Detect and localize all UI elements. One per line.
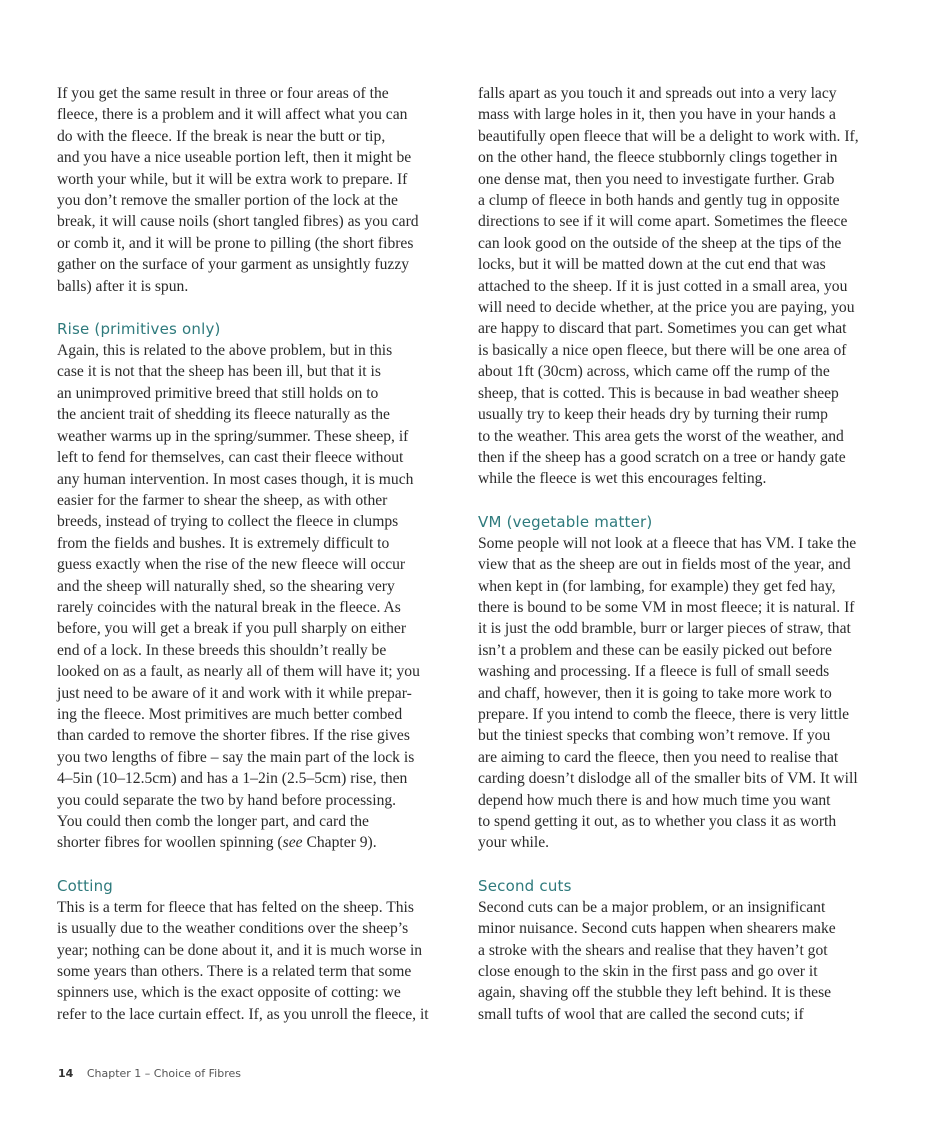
text-line: This is a term for fleece that has felted on the sheep. This (57, 898, 414, 916)
text-line: but the tiniest specks that combing won’t remove. If you (478, 727, 831, 745)
text-line: depend how much there is and how much time you want (478, 791, 831, 809)
text-line: will need to decide whether, at the price you are paying, you (478, 299, 855, 317)
text-line: view that as the sheep are out in fields most of the year, and (478, 556, 851, 574)
text-line: some years than others. There is a related term that some (57, 963, 412, 981)
text-line: Again, this is related to the above problem, but in this (57, 342, 393, 360)
running-footer-chapter-title: Chapter 1 – Choice of Fibres (86, 1067, 241, 1080)
cotting-continued-paragraph (478, 83, 890, 490)
text-line: attached to the sheep. If it is just cotted in a small area, you (478, 277, 848, 295)
text-line: year; nothing can be done about it, and it is much worse in (57, 941, 423, 959)
text-line: is basically a nice open fleece, but there will be one area of (478, 341, 847, 359)
text-line: locks, but it will be matted down at the cut end that was (478, 256, 826, 274)
text-line: then if the sheep has a good scratch on a tree or handy gate (478, 448, 846, 466)
text-line: refer to the lace curtain effect. If, as you unroll the fleece, it (57, 1005, 429, 1023)
text-line: one dense mat, then you need to investigate further. Grab (478, 170, 835, 188)
text-line: If you get the same result in three or four areas of the (57, 85, 389, 102)
section-heading-rise: Rise (primitives only) (57, 320, 221, 339)
text-line: just need to be aware of it and work with it while prepar- (57, 684, 412, 702)
text-line: beautifully open fleece that will be a delight to work with. If, (478, 127, 859, 145)
text-line: Some people will not look at a fleece that has VM. I take the (478, 534, 857, 552)
section-vm (478, 511, 890, 854)
text-line: you two lengths of fibre – say the main part of the lock is (57, 748, 415, 766)
text-line: a stroke with the shears and realise that they haven’t got (478, 941, 828, 959)
text-line: to the weather. This area gets the worst of the weather, and (478, 427, 844, 445)
section-heading-cotting: Cotting (57, 876, 114, 895)
text-line: close enough to the skin in the first pass and go over it (478, 963, 818, 981)
text-line: small tufts of wool that are called the second cuts; if (478, 1005, 804, 1023)
text-line: case it is not that the sheep has been ill, but that it is (57, 363, 381, 381)
left-column (57, 83, 467, 1025)
text-line: 4–5in (10–12.5cm) and has a 1–2in (2.5–5cm) rise, then (57, 770, 408, 788)
text-line: minor nuisance. Second cuts happen when shearers make (478, 920, 836, 938)
text-line: sheep, that is cotted. This is because in bad weather sheep (478, 384, 839, 402)
text-line: and the sheep will naturally shed, so the shearing very (57, 577, 395, 595)
text-line: from the fields and bushes. It is extremely difficult to (57, 534, 390, 552)
text-line: You could then comb the longer part, and card the (57, 813, 369, 830)
text-line: ing the fleece. Most primitives are much better combed (57, 705, 403, 723)
text-line: on the other hand, the fleece stubbornly clings together in (478, 149, 838, 167)
text-line: usually try to keep their heads dry by turning their rump (478, 406, 828, 424)
section-second-cuts (478, 875, 890, 1025)
cotting-paragraph (57, 897, 467, 1025)
text-line: than carded to remove the shorter fibres. If the rise gives (57, 727, 410, 745)
text-line: and you have a nice useable portion left, then it might be (57, 149, 412, 167)
text-line: and chaff, however, then it is going to take more work to (478, 684, 832, 702)
text-line: do with the fleece. If the break is near the butt or tip, (57, 127, 386, 145)
vm-paragraph (478, 533, 890, 854)
text-line: mass with large holes in it, then you have in your hands a (478, 106, 836, 124)
text-line: fleece, there is a problem and it will affect what you can (57, 106, 408, 124)
text-line: falls apart as you touch it and spreads out into a very lacy (478, 85, 837, 102)
text-line: spinners use, which is the exact opposite of cotting: we (57, 984, 401, 1002)
text-line: directions to see if it will come apart. Sometimes the fleece (478, 213, 848, 231)
intro-paragraph (57, 83, 467, 297)
text-line: it is just the odd bramble, burr or larger pieces of straw, that (478, 620, 851, 638)
text-line: when kept in (for lambing, for example) they get fed hay, (478, 577, 836, 595)
text-line: weather warms up in the spring/summer. These sheep, if (57, 427, 409, 445)
text-line: about 1ft (30cm) across, which came off the rump of the (478, 363, 830, 381)
see-reference-italic: see (282, 834, 303, 852)
text-line: to spend getting it out, as to whether you class it as worth (478, 813, 837, 830)
text-line: there is bound to be some VM in most fleece; it is natural. If (478, 598, 855, 616)
section-cotting (57, 875, 467, 1025)
text-line: can look good on the outside of the sheep at the tips of the (478, 234, 842, 252)
text-line: washing and processing. If a fleece is full of small seeds (478, 663, 830, 681)
right-column (478, 83, 890, 1025)
text-line: worth your while, but it will be extra work to prepare. If (57, 170, 408, 188)
page-number: 14 (58, 1067, 74, 1080)
text-line: while the fleece is wet this encourages felting. (478, 470, 767, 488)
text-line: balls) after it is spun. (57, 277, 189, 295)
rise-last-line: shorter fibres for woollen spinning (see Chapter 9). (57, 834, 377, 852)
text-line: you could separate the two by hand before processing. (57, 791, 397, 809)
text-line: before, you will get a break if you pull sharply on either (57, 620, 407, 638)
text-line: break, it will cause noils (short tangled fibres) as you card (57, 213, 419, 231)
text-line: Second cuts can be a major problem, or an insignificant (478, 898, 826, 916)
text-line: prepare. If you intend to comb the fleece, there is very little (478, 705, 850, 723)
text-line: rarely coincides with the natural break in the fleece. As (57, 598, 401, 616)
text-line: any human intervention. In most cases though, it is much (57, 470, 414, 488)
text-line: or comb it, and it will be prone to pilling (the short fibres (57, 234, 414, 252)
text-line: end of a lock. In these breeds this shouldn’t really be (57, 641, 387, 659)
text-line: is usually due to the weather conditions over the sheep’s (57, 920, 409, 938)
text-line: isn’t a problem and these can be easily picked out before (478, 641, 832, 659)
text-line: you don’t remove the smaller portion of the lock at the (57, 192, 398, 210)
text-line: the ancient trait of shedding its fleece naturally as the (57, 406, 390, 424)
text-line: are aiming to card the fleece, then you need to realise that (478, 748, 839, 766)
text-line: an unimproved primitive breed that still holds on to (57, 384, 379, 402)
text-line: easier for the farmer to shear the sheep, as with other (57, 491, 388, 509)
section-rise (57, 318, 467, 854)
text-line: a clump of fleece in both hands and gently tug in opposite (478, 192, 840, 210)
text-line: left to fend for themselves, can cast their fleece without (57, 449, 404, 467)
section-heading-vm: VM (vegetable matter) (478, 512, 653, 531)
text-line: breeds, instead of trying to collect the fleece in clumps (57, 513, 399, 531)
second-cuts-paragraph (478, 897, 890, 1025)
section-heading-second-cuts: Second cuts (478, 876, 572, 895)
text-line: carding doesn’t dislodge all of the smaller bits of VM. It will (478, 770, 858, 788)
text-line: gather on the surface of your garment as unsightly fuzzy (57, 256, 410, 274)
text-line: guess exactly when the rise of the new fleece will occur (57, 556, 406, 574)
rise-paragraph (57, 340, 467, 854)
page-footer (58, 1067, 241, 1080)
text-line: are happy to discard that part. Sometimes you can get what (478, 320, 847, 338)
text-line: again, shaving off the stubble they left behind. It is these (478, 984, 832, 1002)
text-line: looked on as a fault, as nearly all of them will have it; you (57, 663, 420, 681)
text-line: your while. (478, 834, 550, 852)
